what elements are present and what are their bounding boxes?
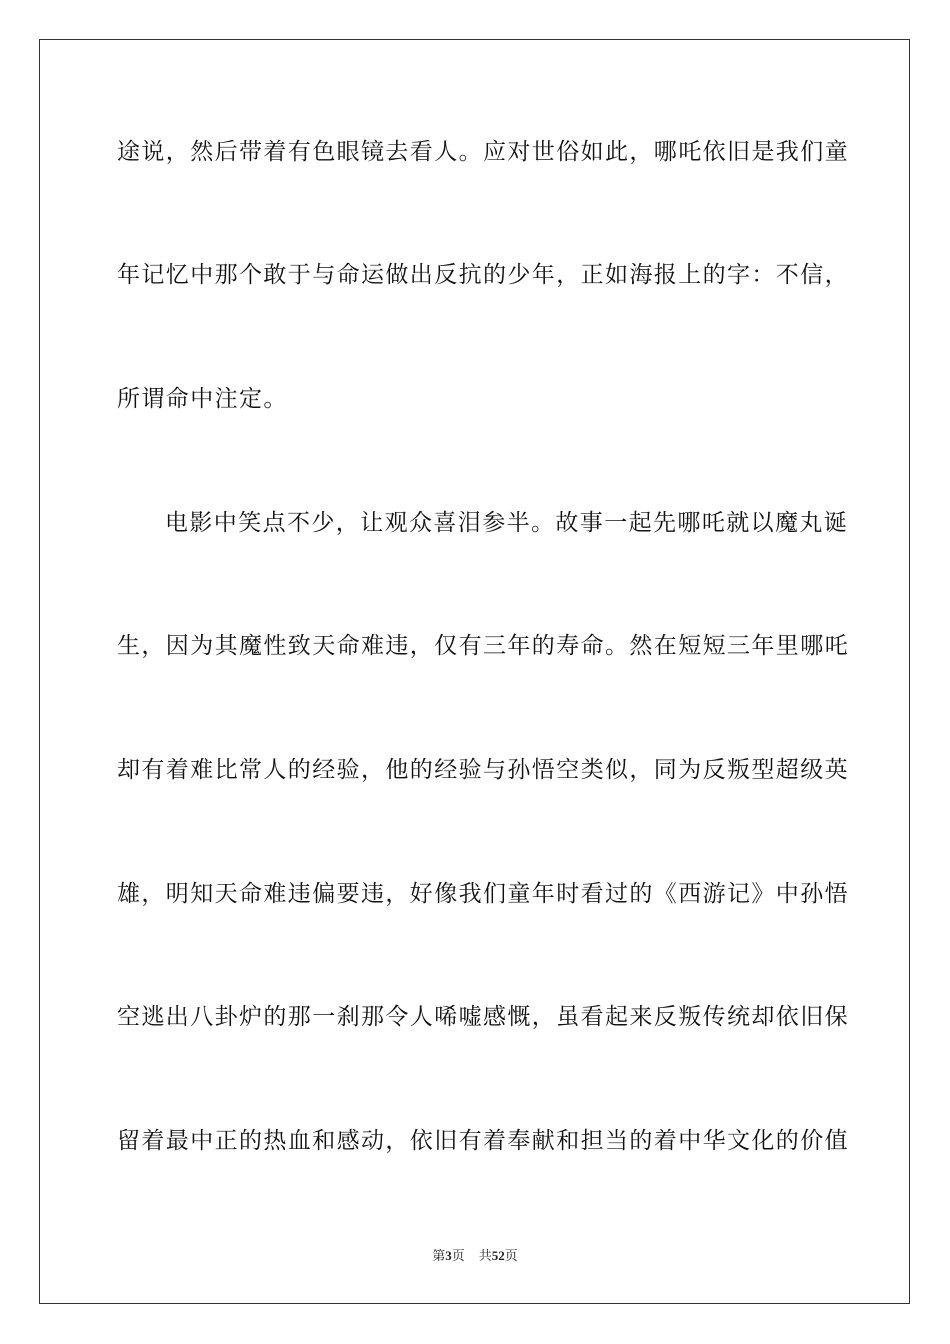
footer-page-number: 3 [445, 1248, 452, 1263]
text-line-1: 途说，然后带着有色眼镜去看人。应对世俗如此，哪吒依旧是我们童 [117, 139, 849, 165]
text-line-2: 年记忆中那个敢于与命运做出反抗的少年，正如海报上的字：不信， [117, 262, 849, 288]
text-line-3: 所谓命中注定。 [117, 386, 288, 412]
footer-total-prefix: 共 [478, 1249, 492, 1264]
footer-page-suffix: 页 [451, 1249, 465, 1264]
footer-total-suffix: 页 [504, 1249, 518, 1264]
page-footer [0, 1247, 950, 1266]
text-line-8: 空逃出八卦炉的那一刹那令人唏嘘感慨，虽看起来反叛传统却依旧保 [117, 1004, 849, 1030]
text-line-6: 却有着难比常人的经验，他的经验与孙悟空类似，同为反叛型超级英 [117, 757, 849, 783]
footer-page-prefix: 第 [432, 1249, 446, 1264]
text-line-5: 生，因为其魔性致天命难违，仅有三年的寿命。然在短短三年里哪吒 [117, 633, 849, 659]
body-text [117, 0, 849, 1200]
text-line-7: 雄，明知天命难违偏要违，好像我们童年时看过的《西游记》中孙悟 [117, 881, 849, 907]
footer-total-pages: 52 [491, 1248, 505, 1263]
text-line-4: 电影中笑点不少，让观众喜泪参半。故事一起先哪吒就以魔丸诞 [165, 510, 849, 536]
text-line-9: 留着最中正的热血和感动，依旧有着奉献和担当的着中华文化的价值 [117, 1128, 849, 1154]
